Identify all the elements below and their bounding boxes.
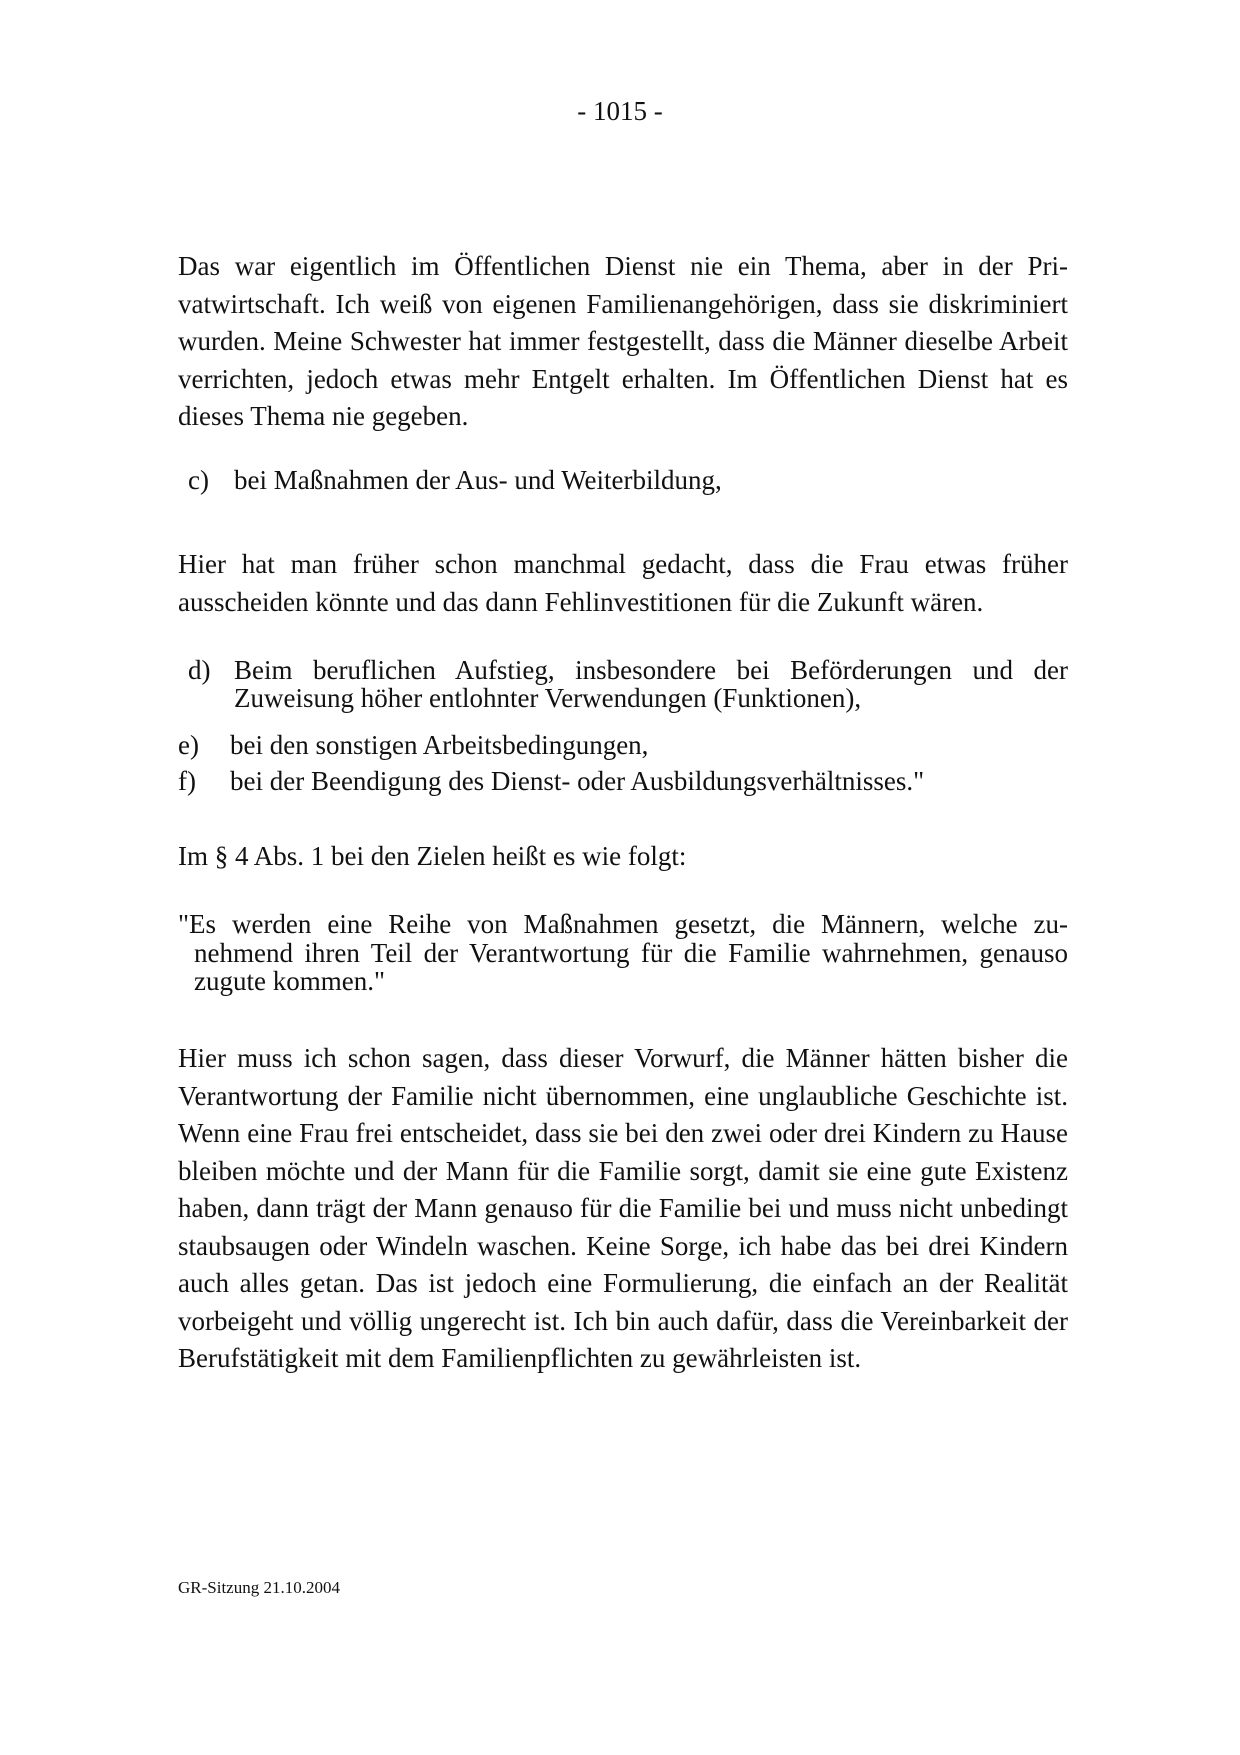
quote-continuation: nehmend ihren Teil der Verantwortung für die Familie wahrnehmen, genauso zugute kommen."	[194, 937, 1068, 996]
paragraph-2: Hier hat man früher schon manchmal gedacht, dass die Frau etwas früher ausscheiden könnte und das dann Fehlinvestitionen für die Zukunft wären.	[178, 549, 1068, 617]
quote-block	[178, 910, 1068, 996]
quote-first-line: "Es werden eine Reihe von Maßnahmen gesetzt, die Männern, welche zu-	[178, 909, 1068, 939]
list-text-f: bei der Beendigung des Dienst- oder Ausbildungsverhältnisses."	[230, 766, 925, 796]
paragraph-1: Das war eigentlich im Öffentlichen Dienst nie ein Thema, aber in der Privatwirtschaft. Ich weiß von eigenen Familienangehörigen, dass sie diskriminiert wurden. Meine Schwester hat immer festgestellt, dass die Männer dieselbe Arbeit verrichten, jedoch etwas mehr Entgelt erhalten. Im Öffentlichen Dienst hat es dieses Thema nie gegeben.	[178, 251, 1068, 431]
paragraph-3: Im § 4 Abs. 1 bei den Zielen heißt es wie folgt:	[178, 841, 687, 871]
page-number: - 1015 -	[577, 96, 663, 126]
list-text-d: Beim beruflichen Aufstieg, insbesondere bei Beförderungen und der Zuweisung höher entlohnter Verwendungen (Funktionen),	[234, 655, 1068, 713]
footer-session-date: GR-Sitzung 21.10.2004	[178, 1578, 340, 1597]
list-item-d	[188, 656, 1068, 714]
list-marker-d: d)	[188, 655, 211, 685]
list-marker-f: f)	[178, 766, 196, 796]
paragraph-4: Hier muss ich schon sagen, dass dieser Vorwurf, die Männer hätten bisher die Verantwortung der Familie nicht übernommen, eine unglaubliche Geschichte ist. Wenn eine Frau frei entscheidet, dass sie bei den zwei oder drei Kindern zu Hause bleiben möchte und der Mann für die Familie sorgt, damit sie eine gute Existenz haben, dann trägt der Mann genauso für die Familie bei und muss nicht unbedingt staubsaugen oder Windeln waschen. Keine Sorge, ich habe das bei drei Kindern auch alles getan. Das ist jedoch eine Formulierung, die einfach an der Realität vorbeigeht und völlig ungerecht ist. Ich bin auch dafür, dass die Vereinbarkeit der Berufstätigkeit mit dem Familienpflichten zu gewährleisten ist.	[178, 1043, 1068, 1373]
list-marker-e: e)	[178, 730, 199, 760]
list-marker-c: c)	[188, 465, 209, 495]
list-text-c: bei Maßnahmen der Aus- und Weiterbildung,	[234, 465, 722, 495]
list-text-e: bei den sonstigen Arbeitsbedingungen,	[230, 730, 649, 760]
